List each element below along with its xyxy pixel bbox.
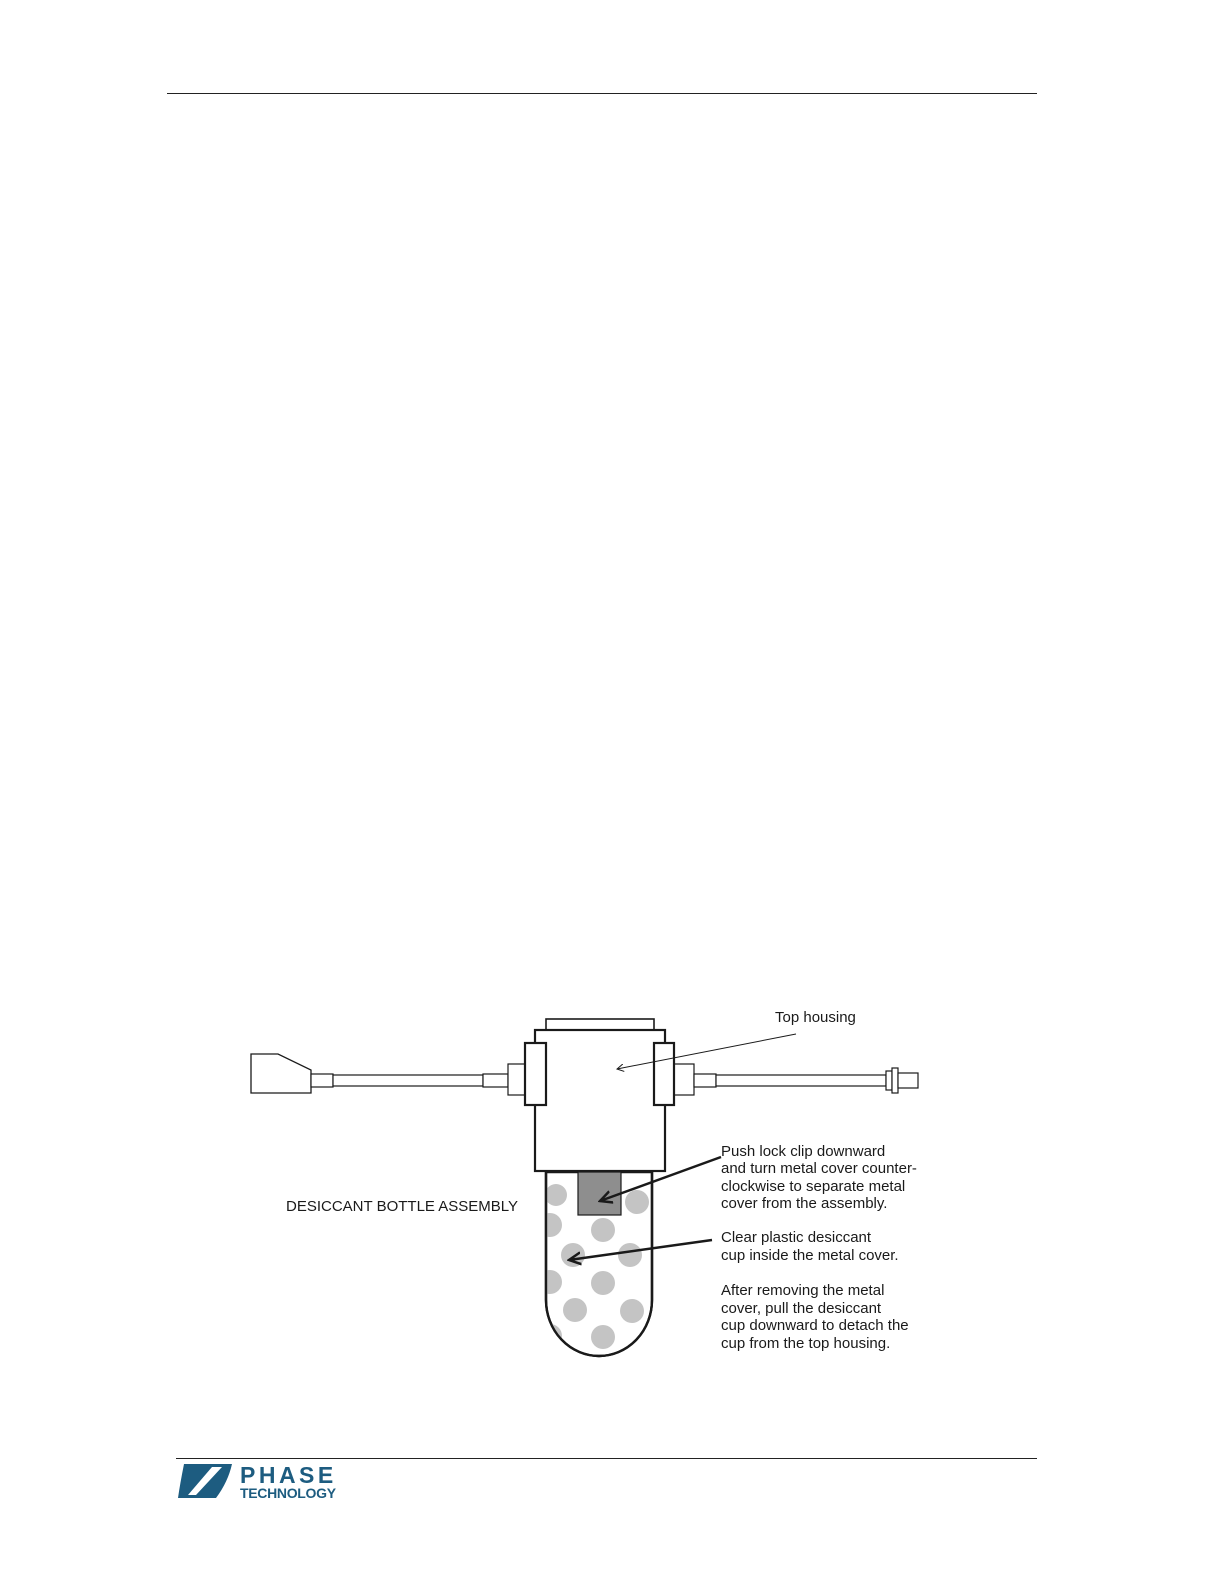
lock-clip-label-line-4: cover from the assembly. [721, 1195, 888, 1212]
logo-word-technology: TECHNOLOGY [240, 1485, 336, 1501]
assembly-caption: DESICCANT BOTTLE ASSEMBLY [286, 1198, 519, 1215]
desiccant-cup-label-line-1: Clear plastic desiccant [721, 1229, 872, 1246]
right-tube-ring [886, 1071, 892, 1090]
lock-clip-label-line-1: Push lock clip downward [721, 1143, 886, 1160]
removal-label-line-2: cover, pull the desiccant [721, 1300, 882, 1317]
removal-label-line-4: cup from the top housing. [721, 1335, 891, 1352]
footer-rule [176, 1458, 1037, 1459]
left-fitting [251, 1054, 311, 1093]
lock-clip [578, 1172, 621, 1215]
right-port-nut [674, 1064, 694, 1095]
logo-mark-icon [178, 1464, 232, 1498]
top-housing-cap [546, 1019, 654, 1030]
left-side-bracket [525, 1043, 546, 1105]
left-tube-collar [311, 1074, 333, 1087]
lock-clip-label-line-2: and turn metal cover counter- [721, 1160, 917, 1177]
right-side-bracket [654, 1043, 674, 1105]
removal-label-line-3: cup downward to detach the [721, 1317, 909, 1334]
phase-technology-logo [176, 1462, 366, 1502]
right-tube-tip [898, 1073, 918, 1088]
logo-word-phase: PHASE [240, 1462, 337, 1488]
left-tube [333, 1075, 483, 1086]
lock-clip-label-line-3: clockwise to separate metal [721, 1178, 906, 1195]
desiccant-cup-label-line-2: cup inside the metal cover. [721, 1247, 899, 1264]
left-tube-end [483, 1074, 508, 1087]
left-port-nut [508, 1064, 525, 1095]
right-tube-ring-2 [892, 1068, 898, 1093]
removal-label-line-1: After removing the metal [721, 1282, 885, 1299]
top-housing [535, 1030, 665, 1171]
right-tube [716, 1075, 886, 1086]
top-housing-label: Top housing [775, 1009, 856, 1026]
right-tube-end [694, 1074, 716, 1087]
